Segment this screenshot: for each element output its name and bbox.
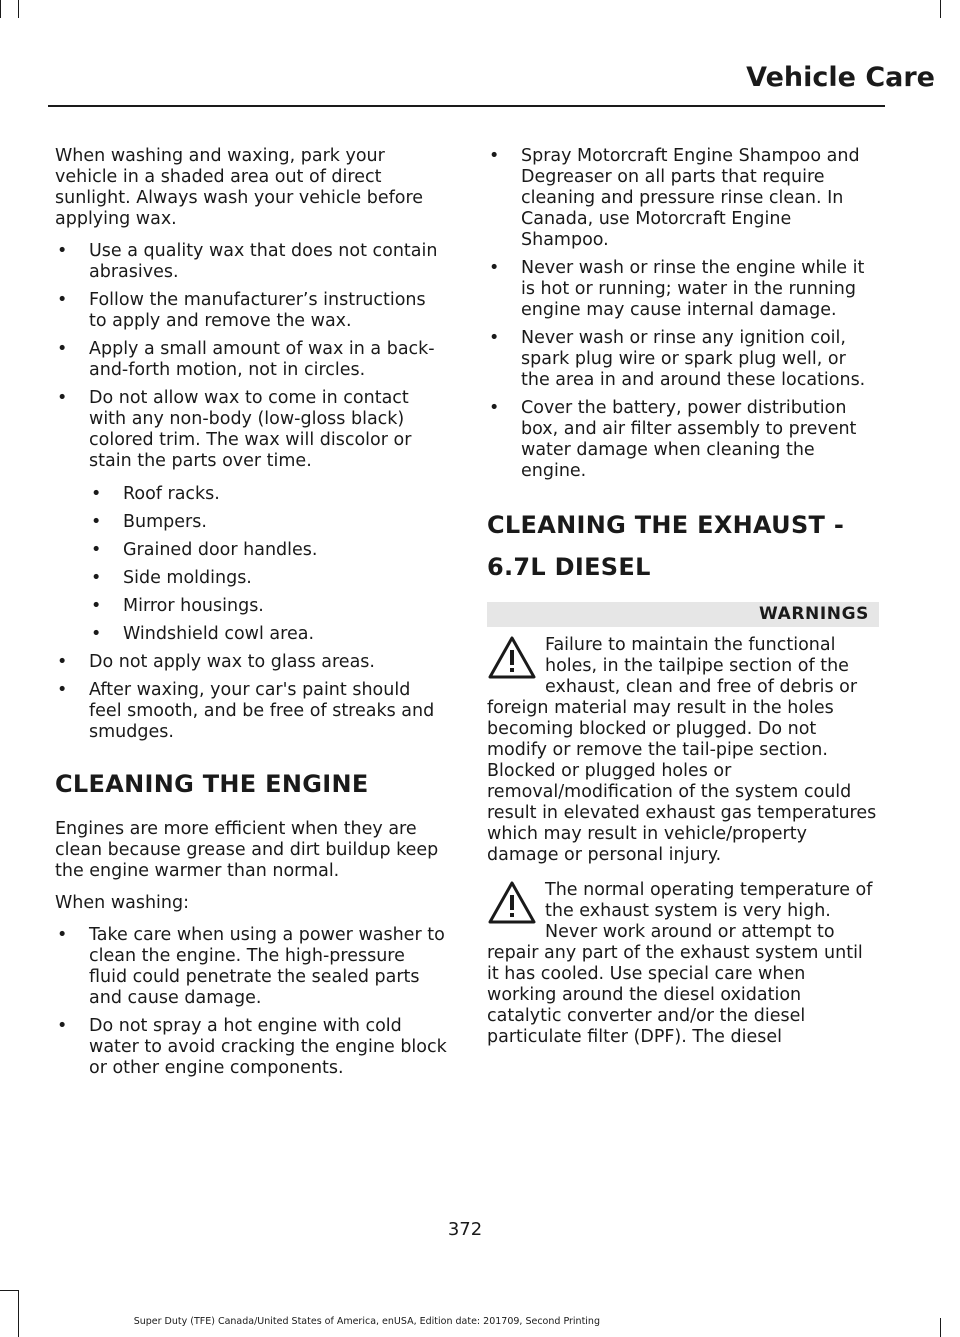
crop-mark xyxy=(18,1290,19,1337)
list-item: • Never wash or rinse the engine while it is hot or running; water in the running engine may cause internal damage. xyxy=(487,258,879,321)
crop-mark xyxy=(940,1318,941,1337)
waxing-bullet-list xyxy=(55,241,447,743)
crop-mark xyxy=(940,0,941,18)
warning-triangle-icon xyxy=(487,880,537,926)
crop-mark xyxy=(0,0,1,18)
section-heading-exhaust xyxy=(487,510,879,582)
list-item: • Never wash or rinse any ignition coil, spark plug wire or spark plug well, or the area in and around these locations. xyxy=(487,328,879,391)
heading-line: 6.7L DIESEL xyxy=(487,553,651,581)
list-item: • Take care when using a power washer to clean the engine. The high-pressure fluid could penetrate the sealed parts and cause damage. xyxy=(55,925,447,1009)
engine-bullet-list-continued xyxy=(487,146,879,482)
sub-list-item: • Grained door handles. xyxy=(89,540,447,561)
trim-sub-list xyxy=(89,484,447,645)
list-item: • Cover the battery, power distribution box, and air filter assembly to prevent water damage when cleaning the engine. xyxy=(487,398,879,482)
washing-label: When washing: xyxy=(55,893,190,913)
section-heading-engine: CLEANING THE ENGINE xyxy=(55,770,369,798)
heading-line: CLEANING THE EXHAUST - xyxy=(487,511,845,539)
engine-bullet-list xyxy=(55,925,447,1079)
engine-intro: Engines are more efficient when they are clean because grease and dirt buildup keep the engine warmer than normal. xyxy=(55,819,439,881)
sub-list-item: • Mirror housings. xyxy=(89,596,447,617)
page-number: 372 xyxy=(447,1219,483,1240)
list-item: • Do not apply wax to glass areas. xyxy=(55,652,447,673)
sub-list-item: • Side moldings. xyxy=(89,568,447,589)
list-item: • Spray Motorcraft Engine Shampoo and Degreaser on all parts that require cleaning and pressure rinse clean. In Canada, use Motorcraft Engine Shampoo. xyxy=(487,146,879,251)
warning-text: Failure to maintain the functional holes, in the tailpipe section of the exhaust, clean and free of debris or foreign material may result in the holes becoming blocked or plugged. Do not modify or remove the tail-pipe section. Blocked or plugged holes or removal/modification of the system could result in elevated exhaust gas temperatures which may result in vehicle/property damage or personal injury. xyxy=(487,635,877,865)
list-item: • After waxing, your car's paint should feel smooth, and be free of streaks and smudges. xyxy=(55,680,447,743)
header-divider xyxy=(48,105,885,107)
warning-triangle-icon xyxy=(487,635,537,681)
list-item: • Follow the manufacturer’s instructions to apply and remove the wax. xyxy=(55,290,447,332)
waxing-intro: When washing and waxing, park your vehicle in a shaded area out of direct sunlight. Always wash your vehicle before applying wax. xyxy=(55,146,424,229)
list-item: • Do not spray a hot engine with cold water to avoid cracking the engine block or other engine components. xyxy=(55,1016,447,1079)
crop-mark xyxy=(18,0,19,18)
list-item: • Use a quality wax that does not contain abrasives. xyxy=(55,241,447,283)
warning-block xyxy=(487,880,879,1048)
page-title: Vehicle Care xyxy=(746,62,935,93)
crop-mark xyxy=(0,1290,18,1291)
sub-list-item: • Bumpers. xyxy=(89,512,447,533)
sub-list-item: • Roof racks. xyxy=(89,484,447,505)
warning-block xyxy=(487,635,879,866)
sub-list-item: • Windshield cowl area. xyxy=(89,624,447,645)
footer-edition-info: Super Duty (TFE) Canada/United States of America, enUSA, Edition date: 201709, Second Printing xyxy=(133,1316,600,1327)
left-column xyxy=(55,146,447,1086)
list-item-text: Do not allow wax to come in contact with any non-body (low-gloss black) colored trim. The wax will discolor or stain the parts over time. xyxy=(89,388,412,471)
list-item: • Apply a small amount of wax in a back-and-forth motion, not in circles. xyxy=(55,339,447,381)
warning-text: The normal operating temperature of the exhaust system is very high. Never work around or attempt to repair any part of the exhaust system until it has cooled. Use special care when working around the diesel oxidation catalytic converter and/or the diesel particulate filter (DPF). The diesel xyxy=(487,880,873,1047)
list-item xyxy=(55,388,447,645)
warnings-banner: WARNINGS xyxy=(487,602,879,627)
right-column xyxy=(487,146,879,1058)
